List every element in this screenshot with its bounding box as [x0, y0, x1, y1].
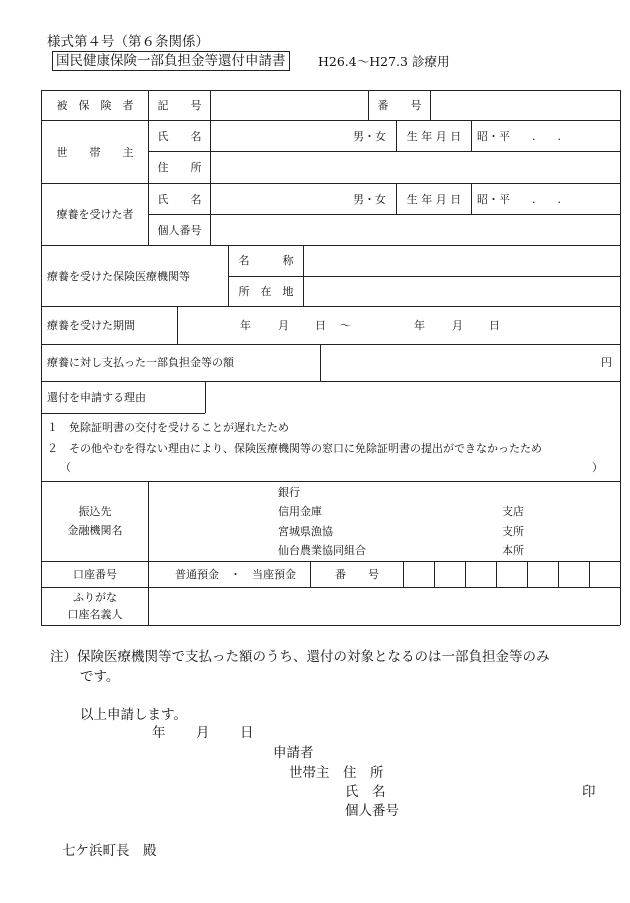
period-note: H26.4～H27.3 診療用: [318, 54, 450, 69]
start-year-label: 年: [240, 319, 251, 332]
reason-label: 還付を申請する理由: [47, 391, 146, 404]
bank-type-shinkin[interactable]: 信用金庫: [278, 505, 322, 518]
number-label: 番 号: [377, 99, 422, 112]
col-divider: [589, 561, 590, 587]
declaration-day: 日: [240, 725, 254, 741]
declaration-year: 年: [152, 725, 166, 741]
applicant-personal-number-label: 個人番号: [345, 803, 399, 819]
row-divider: [228, 276, 620, 277]
table-border-top: [41, 90, 620, 91]
declaration-month: 月: [196, 725, 210, 741]
col-divider: [434, 561, 435, 587]
col-divider: [430, 90, 431, 120]
householder-label: 世 帯 主: [56, 146, 134, 159]
end-day-label: 日: [489, 319, 500, 332]
patient-birthdate-era[interactable]: 昭・平 . .: [477, 193, 561, 206]
institution-name-label: 名 称: [238, 254, 294, 267]
account-type-options[interactable]: 普通預金 ・ 当座預金: [175, 568, 296, 581]
row-divider: [41, 245, 620, 246]
patient-personal-number-label: 個人番号: [157, 224, 202, 237]
col-divider: [303, 245, 304, 306]
col-divider: [527, 561, 528, 587]
patient-label: 療養を受けた者: [56, 208, 134, 221]
row-divider: [41, 381, 620, 382]
reason-paren-open: （: [60, 461, 71, 474]
householder-address-label: 世帯主 住 所: [289, 765, 384, 781]
institution-label: 療養を受けた保険医療機関等: [47, 270, 190, 283]
col-divider: [148, 481, 149, 625]
applicant-label: 申請者: [273, 745, 314, 761]
col-divider: [471, 120, 472, 151]
patient-name-label: 氏 名: [157, 193, 202, 206]
branch-shisho[interactable]: 支所: [502, 525, 524, 538]
account-label: 口座番号: [73, 568, 117, 581]
period-tilde: ～: [340, 319, 351, 332]
reason-paren-close: ）: [592, 461, 603, 474]
householder-birthdate-era[interactable]: 昭・平 . .: [477, 130, 561, 143]
period-label: 療養を受けた期間: [47, 319, 135, 332]
reason-option-2[interactable]: ２ その他やむを得ない理由により、保険医療機関等の窓口に免除証明書の提出ができなかったため: [47, 442, 542, 455]
table-border-left: [41, 90, 42, 625]
row-divider: [148, 151, 620, 152]
seal-mark: 印: [582, 784, 596, 800]
end-month-label: 月: [452, 319, 463, 332]
row-divider: [41, 120, 620, 121]
col-divider: [558, 561, 559, 587]
col-divider: [471, 183, 472, 214]
householder-address-label: 住 所: [157, 161, 202, 174]
row-divider: [41, 344, 620, 345]
row-divider: [41, 587, 620, 588]
col-divider: [320, 344, 321, 381]
note-line-2: です。: [80, 669, 120, 685]
householder-birthdate-label: 生 年 月 日: [406, 130, 462, 143]
bank-type-bank[interactable]: 銀行: [278, 486, 300, 499]
amount-label: 療養に対し支払った一部負担金等の額: [47, 356, 234, 369]
col-divider: [210, 90, 211, 245]
row-divider: [41, 481, 620, 482]
bank-label-line2: 金融機関名: [67, 524, 123, 537]
form-number: 様式第４号（第６条関係）: [47, 34, 209, 50]
start-month-label: 月: [278, 319, 289, 332]
bank-type-gyokyo[interactable]: 宮城県漁協: [278, 525, 333, 538]
householder-sex-options[interactable]: 男・女: [353, 130, 386, 143]
row-divider: [41, 561, 620, 562]
row-divider: [148, 214, 620, 215]
col-divider: [177, 306, 178, 344]
row-divider: [41, 306, 620, 307]
patient-birthdate-label: 生 年 月 日: [406, 193, 462, 206]
branch-shiten[interactable]: 支店: [502, 505, 524, 518]
col-divider: [496, 561, 497, 587]
note-line-1: 注）保険医療機関等で支払った額のうち、還付の対象となるのは一部負担金等のみ: [50, 649, 550, 665]
bank-label-line1: 振込先: [78, 505, 112, 518]
account-number-label: 番 号: [335, 568, 379, 581]
col-divider: [465, 561, 466, 587]
institution-location-label: 所 在 地: [238, 285, 294, 298]
reason-label-bottom: [41, 413, 205, 414]
insured-label: 被 保 険 者: [56, 99, 134, 112]
start-day-label: 日: [315, 319, 326, 332]
patient-sex-options[interactable]: 男・女: [353, 193, 386, 206]
amount-unit: 円: [601, 356, 612, 369]
row-divider: [41, 183, 620, 184]
declaration-text: 以上申請します。: [80, 707, 187, 723]
holder-label: 口座名義人: [67, 608, 123, 621]
table-border-right: [620, 90, 621, 625]
col-divider: [403, 561, 404, 587]
applicant-name-label: 氏 名: [345, 784, 386, 800]
symbol-label: 記 号: [157, 99, 202, 112]
reason-option-1[interactable]: １ 免除証明書の交付を受けることが遅れたため: [47, 421, 289, 434]
branch-honsho[interactable]: 本所: [502, 544, 524, 557]
householder-name-label: 氏 名: [157, 130, 202, 143]
addressee: 七ケ浜町長 殿: [62, 843, 157, 859]
bank-type-noukyo[interactable]: 仙台農業協同組合: [278, 544, 366, 557]
furigana-label: ふりがな: [73, 591, 117, 604]
form-title: 国民健康保険一部負担金等還付申請書: [52, 51, 290, 71]
end-year-label: 年: [414, 319, 425, 332]
col-divider: [205, 381, 206, 413]
table-border-bottom: [41, 625, 620, 626]
